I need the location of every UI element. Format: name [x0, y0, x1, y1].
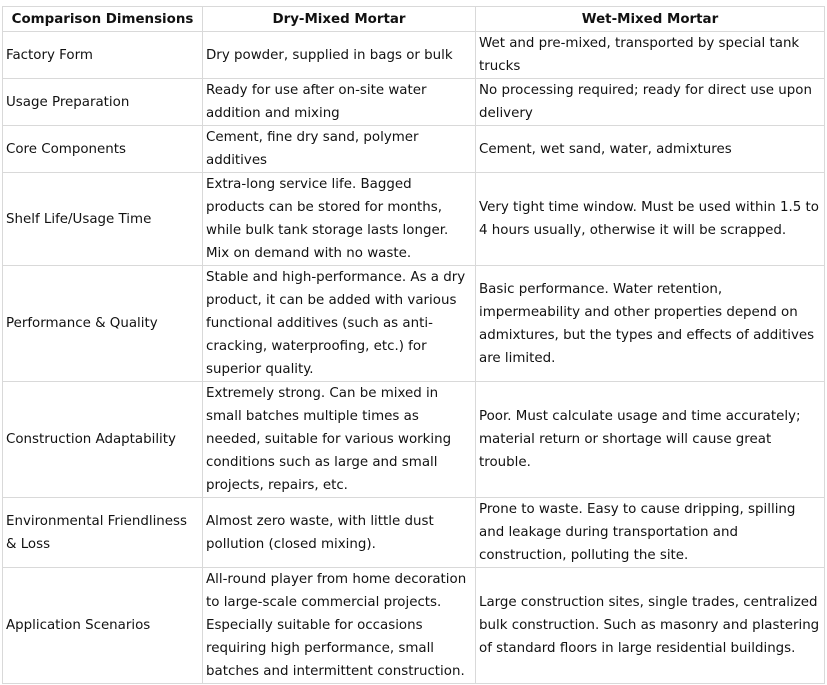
dry-cell: Dry powder, supplied in bags or bulk — [203, 32, 476, 79]
dimension-cell: Environmental Friendliness & Loss — [3, 498, 203, 568]
table-row — [3, 568, 825, 684]
dry-cell: Cement, fine dry sand, polymer additives — [203, 126, 476, 173]
dimension-cell: Shelf Life/Usage Time — [3, 173, 203, 266]
dry-cell: Extremely strong. Can be mixed in small batches multiple times as needed, suitable for various working conditions such as large and small projects, repairs, etc. — [203, 382, 476, 498]
dry-cell: Ready for use after on-site water addition and mixing — [203, 79, 476, 126]
table-row — [3, 266, 825, 382]
header-dimensions: Comparison Dimensions — [3, 7, 203, 32]
wet-cell: Large construction sites, single trades, centralized bulk construction. Such as masonry and plastering of standard floors in large residential buildings. — [476, 568, 825, 684]
table-row — [3, 173, 825, 266]
wet-cell: Prone to waste. Easy to cause dripping, spilling and leakage during transportation and construction, polluting the site. — [476, 498, 825, 568]
header-wet-mixed: Wet-Mixed Mortar — [476, 7, 825, 32]
dimension-cell: Application Scenarios — [3, 568, 203, 684]
dimension-cell: Usage Preparation — [3, 79, 203, 126]
table-row — [3, 126, 825, 173]
table-row — [3, 79, 825, 126]
wet-cell: Very tight time window. Must be used within 1.5 to 4 hours usually, otherwise it will be scrapped. — [476, 173, 825, 266]
dry-cell: Stable and high-performance. As a dry product, it can be added with various functional additives (such as anti-cracking, waterproofing, etc.) for superior quality. — [203, 266, 476, 382]
dimension-cell: Construction Adaptability — [3, 382, 203, 498]
dimension-cell: Factory Form — [3, 32, 203, 79]
dry-cell: Extra-long service life. Bagged products can be stored for months, while bulk tank storage lasts longer. Mix on demand with no waste. — [203, 173, 476, 266]
table-row — [3, 382, 825, 498]
wet-cell: Poor. Must calculate usage and time accurately; material return or shortage will cause great trouble. — [476, 382, 825, 498]
wet-cell: Wet and pre-mixed, transported by special tank trucks — [476, 32, 825, 79]
table-row — [3, 498, 825, 568]
comparison-table — [2, 6, 825, 684]
wet-cell: Basic performance. Water retention, impermeability and other properties depend on admixtures, but the types and effects of additives are limited. — [476, 266, 825, 382]
dry-cell: Almost zero waste, with little dust pollution (closed mixing). — [203, 498, 476, 568]
table-row — [3, 32, 825, 79]
dry-cell: All-round player from home decoration to large-scale commercial projects. Especially suitable for occasions requiring high performance, small batches and intermittent construction. — [203, 568, 476, 684]
header-dry-mixed: Dry-Mixed Mortar — [203, 7, 476, 32]
header-row — [3, 7, 825, 32]
wet-cell: No processing required; ready for direct use upon delivery — [476, 79, 825, 126]
dimension-cell: Core Components — [3, 126, 203, 173]
dimension-cell: Performance & Quality — [3, 266, 203, 382]
wet-cell: Cement, wet sand, water, admixtures — [476, 126, 825, 173]
